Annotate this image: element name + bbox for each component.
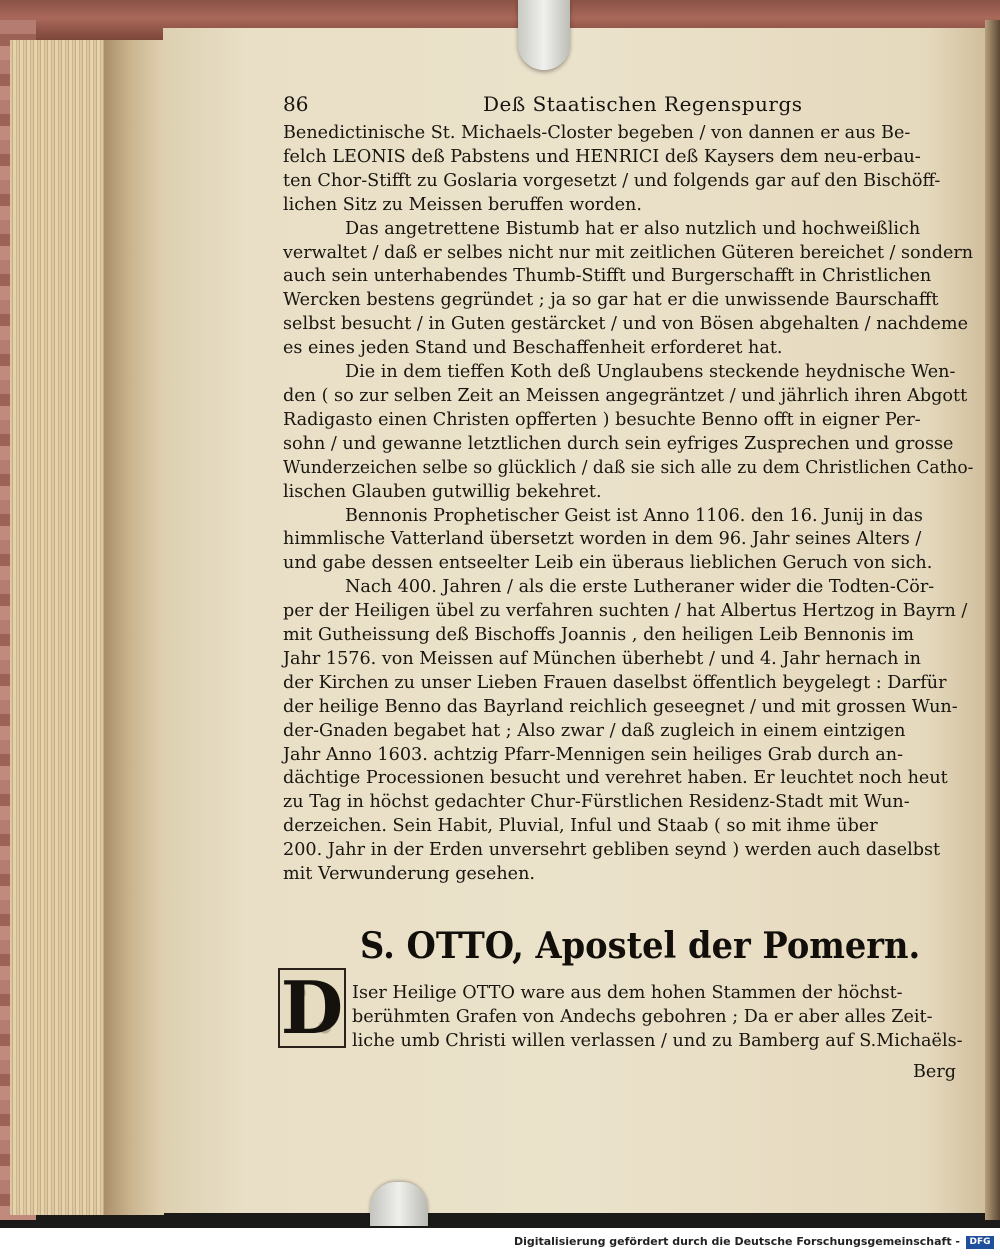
text-line: Benedictinische St. Michaels-Closter begeben / von dannen er aus Be- [283, 123, 911, 143]
page-right-edge [985, 20, 1000, 1220]
text-line: 200. Jahr in der Erden unversehrt gebliben seynd ) werden auch daselbst [283, 840, 941, 861]
funding-credit: Digitalisierung gefördert durch die Deutsche Forschungsgemeinschaft - [513, 1235, 960, 1248]
text-line: den ( so zur selben Zeit an Meissen angegräntzet / und jährlich ihren Abgott [283, 385, 968, 406]
running-header [283, 92, 973, 122]
dfg-logo: DFG [966, 1236, 994, 1249]
text-line: ten Chor-Stifft zu Goslaria vorgesetzt / und folgends gar auf den Bischöff- [283, 170, 941, 191]
text-line: verwaltet / daß er selbes nicht nur mit zeitlichen Güteren bereichet / sondern [283, 242, 973, 263]
text-line: und gabe dessen entseelter Leib ein überaus lieblichen Geruch von sich. [283, 553, 933, 574]
running-title: Deß Staatischen Regenspurgs [483, 92, 803, 116]
text-line: auch sein unterhabendes Thumb-Stifft und Burgerschafft in Christlichen [283, 266, 932, 287]
text-line: der-Gnaden begabet hat ; Also zwar / daß zugleich in einem eintzigen [283, 720, 906, 741]
text-line: Wercken bestens gegründet ; ja so gar hat er die unwissende Baurschafft [283, 290, 939, 311]
text-line: Nach 400. Jahren / als die erste Lutheraner wider die Todten-Cör- [345, 577, 935, 598]
text-line: per der Heiligen übel zu verfahren suchten / hat Albertus Hertzog in Bayrn / [283, 601, 968, 622]
text-line: felch LEONIS deß Pabstens und HENRICI deß Kaysers dem neu-erbau- [283, 146, 921, 167]
text-line: derzeichen. Sein Habit, Pluvial, Inful und Staab ( so mit ihme über [283, 816, 878, 837]
page-number: 86 [283, 92, 309, 116]
text-line: der Kirchen zu unser Lieben Frauen daselbst öffentlich beygelegt : Darfür [283, 672, 947, 693]
text-line: dächtige Processionen besucht und verehret haben. Er leuchtet noch heut [283, 768, 948, 789]
text-line: Jahr 1576. von Meissen auf München überhebt / und 4. Jahr hernach in [283, 648, 921, 669]
page-clip-top [518, 0, 570, 70]
page-clip-bottom [370, 1182, 428, 1226]
text-line: Jahr Anno 1603. achtzig Pfarr-Mennigen sein heiliges Grab durch an- [283, 744, 904, 765]
drop-cap: D [278, 968, 346, 1048]
page-edges [10, 40, 106, 1215]
text-line: Wunderzeichen selbe so glücklich / daß sie sich alle zu dem Christlichen Catho- [283, 457, 974, 478]
text-line: Radigasto einen Christen opfferten ) besuchte Benno offt in eigner Per- [283, 409, 921, 430]
page-gutter [104, 40, 164, 1215]
text-line: liche umb Christi willen verlassen / und zu Bamberg auf S.Michaëls- [352, 1030, 963, 1051]
text-line: lischen Glauben gutwillig bekehret. [283, 481, 602, 502]
text-line: Das angetrettene Bistumb hat er also nutzlich und hochweißlich [345, 218, 921, 239]
text-line: Iser Heilige OTTO ware aus dem hohen Stammen der höchst- [352, 983, 903, 1003]
text-line: selbst besucht / in Guten gestärcket / und von Bösen abgehalten / nachdeme [283, 314, 968, 335]
catchword: Berg [913, 1062, 957, 1082]
text-line: sohn / und gewanne letztlichen durch sein eyfriges Zusprechen und grosse [283, 433, 954, 454]
section-heading: S. OTTO, Apostel der Pomern. [360, 925, 921, 967]
text-line: mit Verwunderung gesehen. [283, 864, 535, 885]
text-line: himmlische Vatterland übersetzt worden in dem 96. Jahr seines Alters / [283, 529, 922, 550]
text-line: es eines jeden Stand und Beschaffenheit erforderet hat. [283, 338, 783, 359]
text-line: Die in dem tieffen Koth deß Unglaubens steckende heydnische Wen- [345, 362, 956, 383]
text-line: der heilige Benno das Bayrland reichlich geseegnet / und mit grossen Wun- [283, 696, 958, 717]
text-line: Bennonis Prophetischer Geist ist Anno 1106. den 16. Junij in das [345, 505, 923, 526]
text-line: mit Gutheissung deß Bischoffs Joannis , den heiligen Leib Bennonis im [283, 625, 914, 646]
text-line: zu Tag in höchst gedachter Chur-Fürstlichen Residenz-Stadt mit Wun- [283, 792, 910, 813]
otto-paragraph [352, 982, 970, 1054]
text-line: lichen Sitz zu Meissen beruffen worden. [283, 194, 642, 215]
digitization-footer [0, 1228, 1000, 1257]
body-text [283, 122, 973, 887]
text-line: berühmten Grafen von Andechs gebohren ; Da er aber alles Zeit- [352, 1006, 933, 1027]
